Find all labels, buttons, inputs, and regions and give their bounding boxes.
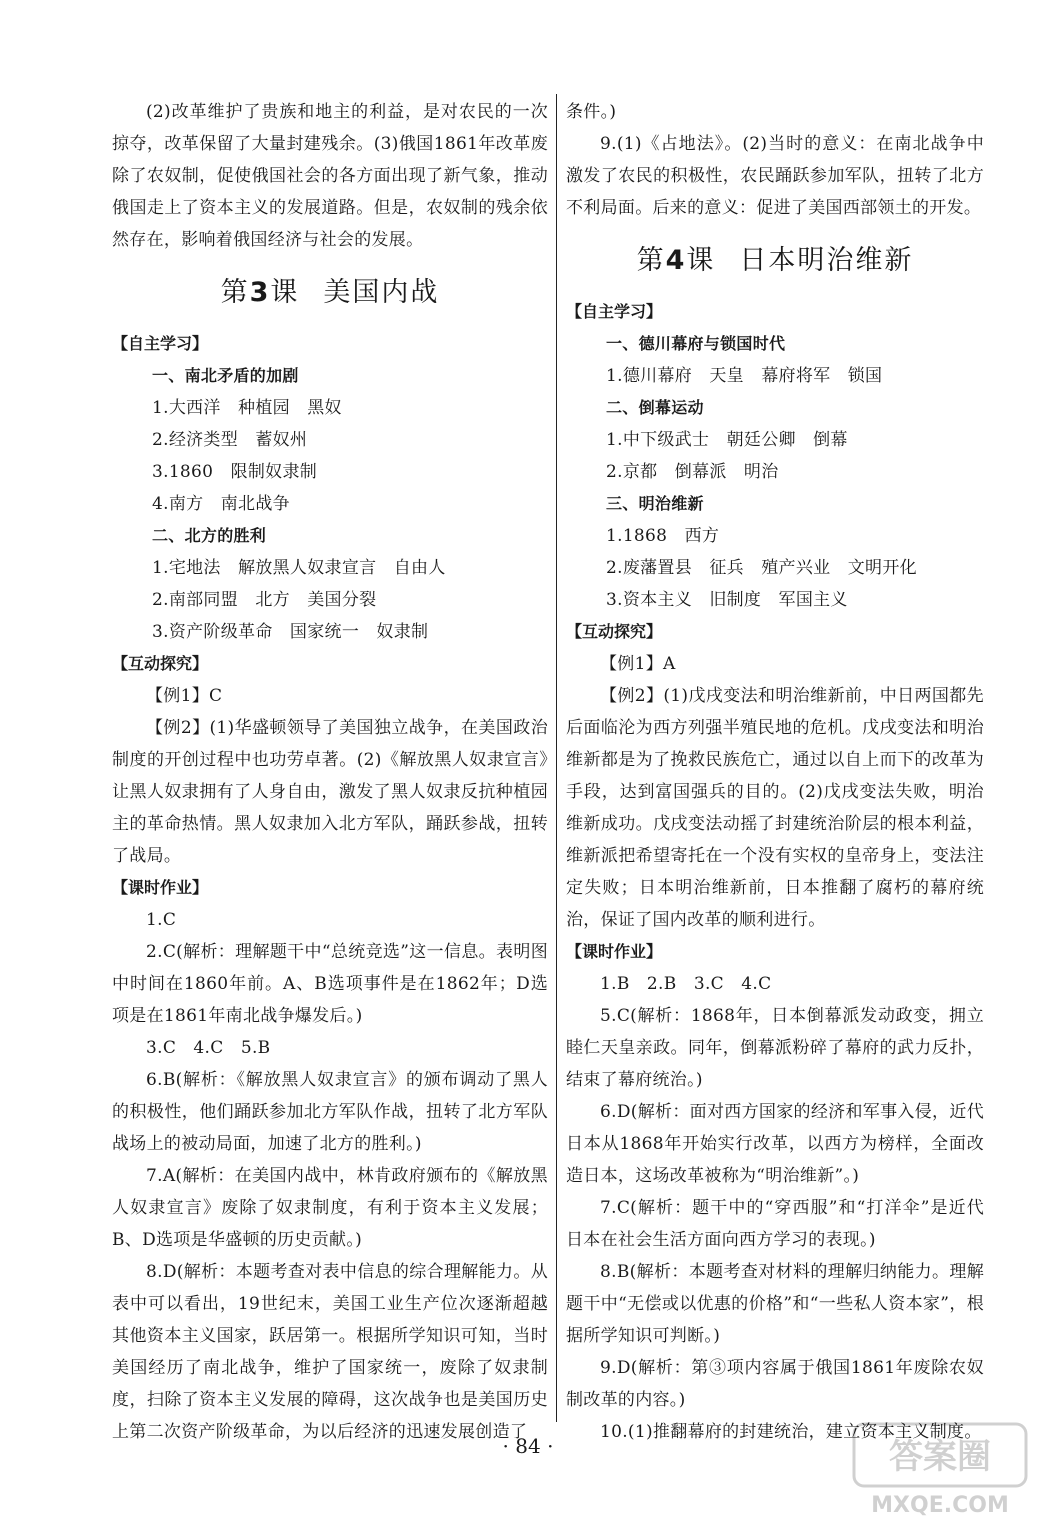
answer-line: 1.中下级武士 朝廷公卿 倒幕 <box>606 430 848 450</box>
answer-line: 2.南部同盟 北方 美国分裂 <box>152 590 377 610</box>
intro-paragraph: (2)改革维护了贵族和地主的利益，是对农民的一次掠夺，改革保留了大量封建残余。(3)俄国1861年改革废除了农奴制，促使俄国社会的各方面出现了新气象，推动俄国走上了资本主义的发展道路。但是，农奴制的残余依然存在，影响着俄国经济与社会的发展。 <box>112 102 548 250</box>
subheading: 一、南北矛盾的加剧 <box>152 366 299 385</box>
answer-line: 3.资本主义 旧制度 军国主义 <box>606 590 848 610</box>
homework-answer: 2.C(解析：理解题干中“总统竞选”这一信息。表明图中时间在1860年前。A、B选项事件是在1862年；D选项是在1861年南北战争爆发后。) <box>112 942 548 1026</box>
homework-answer: 9.(1)《占地法》。(2)当时的意义：在南北战争中激发了农民的积极性，农民踊跃参加军队，扭转了北方不利局面。后来的意义：促进了美国西部领土的开发。 <box>566 134 984 218</box>
homework-answer: 1.C <box>146 910 177 930</box>
watermark-logo <box>852 1422 1028 1518</box>
homework-answer: 1.B 2.B 3.C 4.C <box>600 974 772 994</box>
svg-text:MXQE.COM: MXQE.COM <box>871 1493 1009 1518</box>
homework-answer: 3.C 4.C 5.B <box>146 1038 271 1058</box>
homework-answer: 7.C(解析：题干中的“穿西服”和“打洋伞”是近代日本在社会生活方面向西方学习的表现。) <box>566 1198 984 1250</box>
answer-line: 3.资产阶级革命 国家统一 奴隶制 <box>152 622 429 642</box>
subheading: 一、德川幕府与锁国时代 <box>606 334 786 353</box>
example-1: 【例1】A <box>600 654 676 674</box>
column-divider <box>556 94 557 1422</box>
subheading: 二、北方的胜利 <box>152 526 267 545</box>
homework-answer: 8.D(解析：本题考查对表中信息的综合理解能力。从表中可以看出，19世纪末，美国工业生产位次逐渐超越其他资本主义国家，跃居第一。根据所学知识可知，当时美国经历了南北战争，维护了国家统一，废除了奴隶制度，扫除了资本主义发展的障碍，这次战争也是美国历史上第二次资产阶级革命，为以后经济的迅速发展创造了 <box>112 1262 548 1442</box>
example-2: 【例2】(1)华盛顿领导了美国独立战争，在美国政治制度的开创过程中也功劳卓著。(2)《解放黑人奴隶宣言》让黑人奴隶拥有了人身自由，激发了黑人奴隶反抗种植园主的革命热情。黑人奴隶加入北方军队，踊跃参战，扭转了战局。 <box>112 718 548 866</box>
lesson-3-title: 第3课 美国内战 <box>220 277 440 308</box>
continued-text: 条件。) <box>566 102 617 122</box>
svg-text:答案圈: 答案圈 <box>889 1437 991 1477</box>
answer-line: 1.大西洋 种植园 黑奴 <box>152 398 342 418</box>
lesson-4-title: 第4课 日本明治维新 <box>636 245 914 276</box>
subheading: 三、明治维新 <box>606 494 704 513</box>
section-self-study: 【自主学习】 <box>112 334 209 353</box>
homework-answer: 5.C(解析：1868年，日本倒幕派发动政变，拥立睦仁天皇亲政。同年，倒幕派粉碎了幕府的武力反扑，结束了幕府统治。) <box>566 1006 984 1090</box>
homework-answer: 8.B(解析：本题考查对材料的理解归纳能力。理解题干中“无偿或以优惠的价格”和“一些私人资本家”，根据所学知识可判断。) <box>566 1262 984 1346</box>
answer-line: 2.废藩置县 征兵 殖产兴业 文明开化 <box>606 558 917 578</box>
answer-line: 1.德川幕府 天皇 幕府将军 锁国 <box>606 366 883 386</box>
answer-line: 4.南方 南北战争 <box>152 494 290 514</box>
homework-answer: 6.B(解析：《解放黑人奴隶宣言》的颁布调动了黑人的积极性，他们踊跃参加北方军队作战，扭转了北方军队战场上的被动局面，加速了北方的胜利。) <box>112 1070 548 1154</box>
section-self-study: 【自主学习】 <box>566 302 663 321</box>
answer-line: 3.1860 限制奴隶制 <box>152 462 318 482</box>
homework-answer: 6.D(解析：面对西方国家的经济和军事入侵，近代日本从1868年开始实行改革，以西方为榜样，全面改造日本，这场改革被称为“明治维新”。) <box>566 1102 984 1186</box>
homework-answer: 10.(1)推翻幕府的封建统治，建立资本主义制度。 <box>600 1422 982 1442</box>
page-number: · 84 · <box>502 1434 554 1458</box>
subheading: 二、倒幕运动 <box>606 398 704 417</box>
example-2: 【例2】(1)戊戌变法和明治维新前，中日两国都先后面临沦为西方列强半殖民地的危机。戊戌变法和明治维新都是为了挽救民族危亡，通过以自上而下的改革为手段，达到富国强兵的目的。(2)戊戌变法失败，明治维新成功。戊戌变法动摇了封建统治阶层的根本利益，维新派把希望寄托在一个没有实权的皇帝身上，变法注定失败；日本明治维新前，日本推翻了腐朽的幕府统治，保证了国内改革的顺利进行。 <box>566 686 984 930</box>
section-homework: 【课时作业】 <box>112 878 209 897</box>
answer-line: 1.1868 西方 <box>606 526 720 546</box>
example-1: 【例1】C <box>146 686 223 706</box>
section-interactive: 【互动探究】 <box>112 654 209 673</box>
section-interactive: 【互动探究】 <box>566 622 663 641</box>
answer-line: 1.宅地法 解放黑人奴隶宣言 自由人 <box>152 558 446 578</box>
answer-line: 2.经济类型 蓄奴州 <box>152 430 308 450</box>
section-homework: 【课时作业】 <box>566 942 663 961</box>
right-column <box>566 96 984 1448</box>
left-column <box>112 96 548 1448</box>
homework-answer: 9.D(解析：第③项内容属于俄国1861年废除农奴制改革的内容。) <box>566 1358 984 1410</box>
homework-answer: 7.A(解析：在美国内战中，林肯政府颁布的《解放黑人奴隶宣言》废除了奴隶制度，有利于资本主义发展；B、D选项是华盛顿的历史贡献。) <box>112 1166 548 1250</box>
answer-line: 2.京都 倒幕派 明治 <box>606 462 779 482</box>
